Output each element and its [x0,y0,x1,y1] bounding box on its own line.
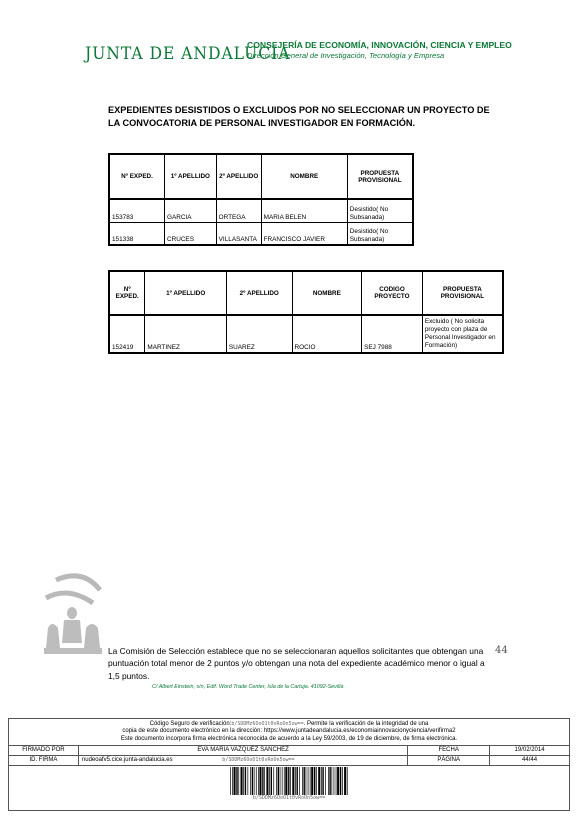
col-header-apellido2: 2º APELLIDO [216,154,261,199]
desistidos-table [108,153,414,246]
id-firma-row [9,756,570,766]
barcode-bar [342,767,343,795]
cell-propuesta: Desistido( No Subsanada) [347,222,413,245]
cell-propuesta: Excluido ( No solicita proyecto con plaza de Personal Investigador en Formación) [422,315,503,353]
barcode-bar [284,767,285,795]
barcode-bar [276,767,277,795]
barcode-bar [254,767,255,795]
cell-codigo-proyecto: SEJ 7988 [362,315,423,353]
table-header-row [109,271,503,315]
cell-exped: 151338 [109,222,164,245]
cell-apellido1: MARTINEZ [145,315,226,353]
junta-de-andalucia-logo: JUNTA DE ANDALUCIA [85,44,291,64]
cell-apellido2: ORTEGA [216,199,261,222]
barcode-bar [297,767,298,795]
barcode-bar [299,767,300,795]
cell-apellido1: CRUCES [164,222,216,245]
barcode-bar [334,767,335,795]
table-row [109,199,413,222]
barcode-bar [259,767,261,795]
col-header-nombre: NOMBRE [292,271,362,315]
barcode-bar [322,767,323,795]
id-firma-code: b/SDDMz6OoO1t0vRoOn5ow== [222,757,295,763]
cell-propuesta: Desistido( No Subsanada) [347,199,413,222]
cell-apellido2: SUAREZ [226,315,292,353]
verif-url-line: copia de este documento electrónico en la dirección: https://www.juntadeandalucia.es/economiainnovacionyciencia/verifirma2 [122,728,456,735]
barcode-bar [306,767,307,795]
seleccion-statement: La Comisión de Selección establece que no se seleccionaran aquellos solicitantes que obtengan una puntuación total menor de 2 puntos y/o obtengan una nota del expediente académico menor o igual a 1,5 puntos. [108,646,485,681]
pagina-label: PÁGINA [408,756,490,766]
barcode-bar [325,767,326,795]
barcode-bar [295,767,296,795]
cell-nombre: ROCIO [292,315,362,353]
barcode-bar [332,767,333,795]
col-header-apellido1: 1º APELLIDO [145,271,226,315]
verif-suffix: . Permite la verificación de la integridad de una [303,721,429,727]
barcode-bar [282,767,283,795]
barcode-bar [271,767,272,795]
barcode-bar [337,767,339,795]
barcode-bar [318,767,320,795]
barcode-bar [314,767,315,795]
table-row [109,222,413,245]
barcode-icon [230,767,348,795]
id-firma-value: nudeoafv5.cice.junta-andalucia.es [81,757,173,763]
barcode-bar [328,767,329,795]
barcode-bar [344,767,346,795]
barcode-bar [232,767,233,795]
firmado-por-label: FIRMADO POR [9,746,79,756]
barcode-bar [321,767,322,795]
barcode-bar [280,767,281,795]
cell-nombre: FRANCISCO JAVIER [261,222,347,245]
barcode-bar [248,767,249,795]
direccion-general-subheading: Dirección General de Investigación, Tecnología y Empresa [247,51,445,60]
verification-text [8,721,570,743]
barcode-bar [278,767,279,795]
barcode-bar [273,767,274,795]
firmado-por-value: EVA MARIA VAZQUEZ SANCHEZ [78,746,407,756]
barcode-bar [302,767,303,795]
barcode-code: b/SDDMz6OoO1t0vRoOn5ow== [252,795,326,801]
barcode-bar [310,767,311,795]
barcode-bar [304,767,305,795]
cell-exped: 152419 [109,315,145,353]
col-header-propuesta: PROPUESTA PROVISIONAL [422,271,503,315]
barcode-bar [241,767,243,795]
col-header-apellido1: 1º APELLIDO [164,154,216,199]
barcode-bar [269,767,270,795]
firmado-row [9,746,570,756]
barcode-bar [250,767,251,795]
barcode-bar [252,767,253,795]
col-header-apellido2: 2º APELLIDO [226,271,292,315]
barcode-bar [264,767,265,795]
barcode-bar [292,767,294,795]
barcode-bar [285,767,287,795]
barcode-bar [234,767,236,795]
col-header-codigo-proyecto: CODIGO PROYECTO [362,271,423,315]
table-row [109,315,503,353]
barcode-bar [316,767,317,795]
andalucia-emblem-watermark-icon [38,568,108,658]
col-header-exped: Nº EXPED. [109,271,145,315]
col-header-exped: Nº EXPED. [109,154,164,199]
table-header-row [109,154,413,199]
id-firma-label: ID. FIRMA [9,756,79,766]
barcode-bar [230,767,231,795]
verif-prefix: Código Seguro de verificación: [149,721,232,727]
barcode-bar [288,767,289,795]
barcode-bar [336,767,337,795]
cell-exped: 153783 [109,199,164,222]
barcode-bar [340,767,341,795]
fecha-label: FECHA [408,746,490,756]
signature-table [8,745,570,766]
col-header-propuesta: PROPUESTA PROVISIONAL [347,154,413,199]
page-number: 44 [495,645,508,656]
excluidos-table [108,270,504,354]
fecha-value: 19/02/2014 [490,746,570,756]
col-header-nombre: NOMBRE [261,154,347,199]
verification-code: b/SDDMz6OoO1t0vRoOn5ow== [231,721,304,727]
barcode-bar [347,767,348,795]
id-firma-cell [78,756,407,766]
pagina-value: 44/44 [490,756,570,766]
barcode-bar [329,767,330,795]
barcode-bar [243,767,244,795]
barcode-bar [262,767,263,795]
barcode-bar [256,767,257,795]
barcode-bar [290,767,291,795]
consejeria-heading: CONSEJERÍA DE ECONOMÍA, INNOVACIÓN, CIENCIA Y EMPLEO [247,40,512,50]
cell-apellido2: VILLASANTA [216,222,261,245]
barcode-bar [236,767,237,795]
document-title: EXPEDIENTES DESISTIDOS O EXCLUIDOS POR NO SELECCIONAR UN PROYECTO DE LA CONVOCATORIA DE PERSONAL INVESTIGADOR EN FORMACIÓN. [108,105,490,128]
barcode-bar [258,767,259,795]
barcode-bar [266,767,268,795]
barcode-bar [311,767,313,795]
address-line: C/ Albert Einstein, s/n, Edif. Word Trade Center, Isla de la Cartuja. 41092-Sevilla [152,684,344,690]
barcode-bar [238,767,239,795]
cell-apellido1: GARCIA [164,199,216,222]
cell-nombre: MARIA BELEN [261,199,347,222]
barcode-bar [245,767,246,795]
verif-law-line: Este documento incorpora firma electrónica reconocida de acuerdo a la Ley 59/2003, de 19 de diciembre, de firma electrónica. [120,735,458,742]
barcode-bar [308,767,309,795]
